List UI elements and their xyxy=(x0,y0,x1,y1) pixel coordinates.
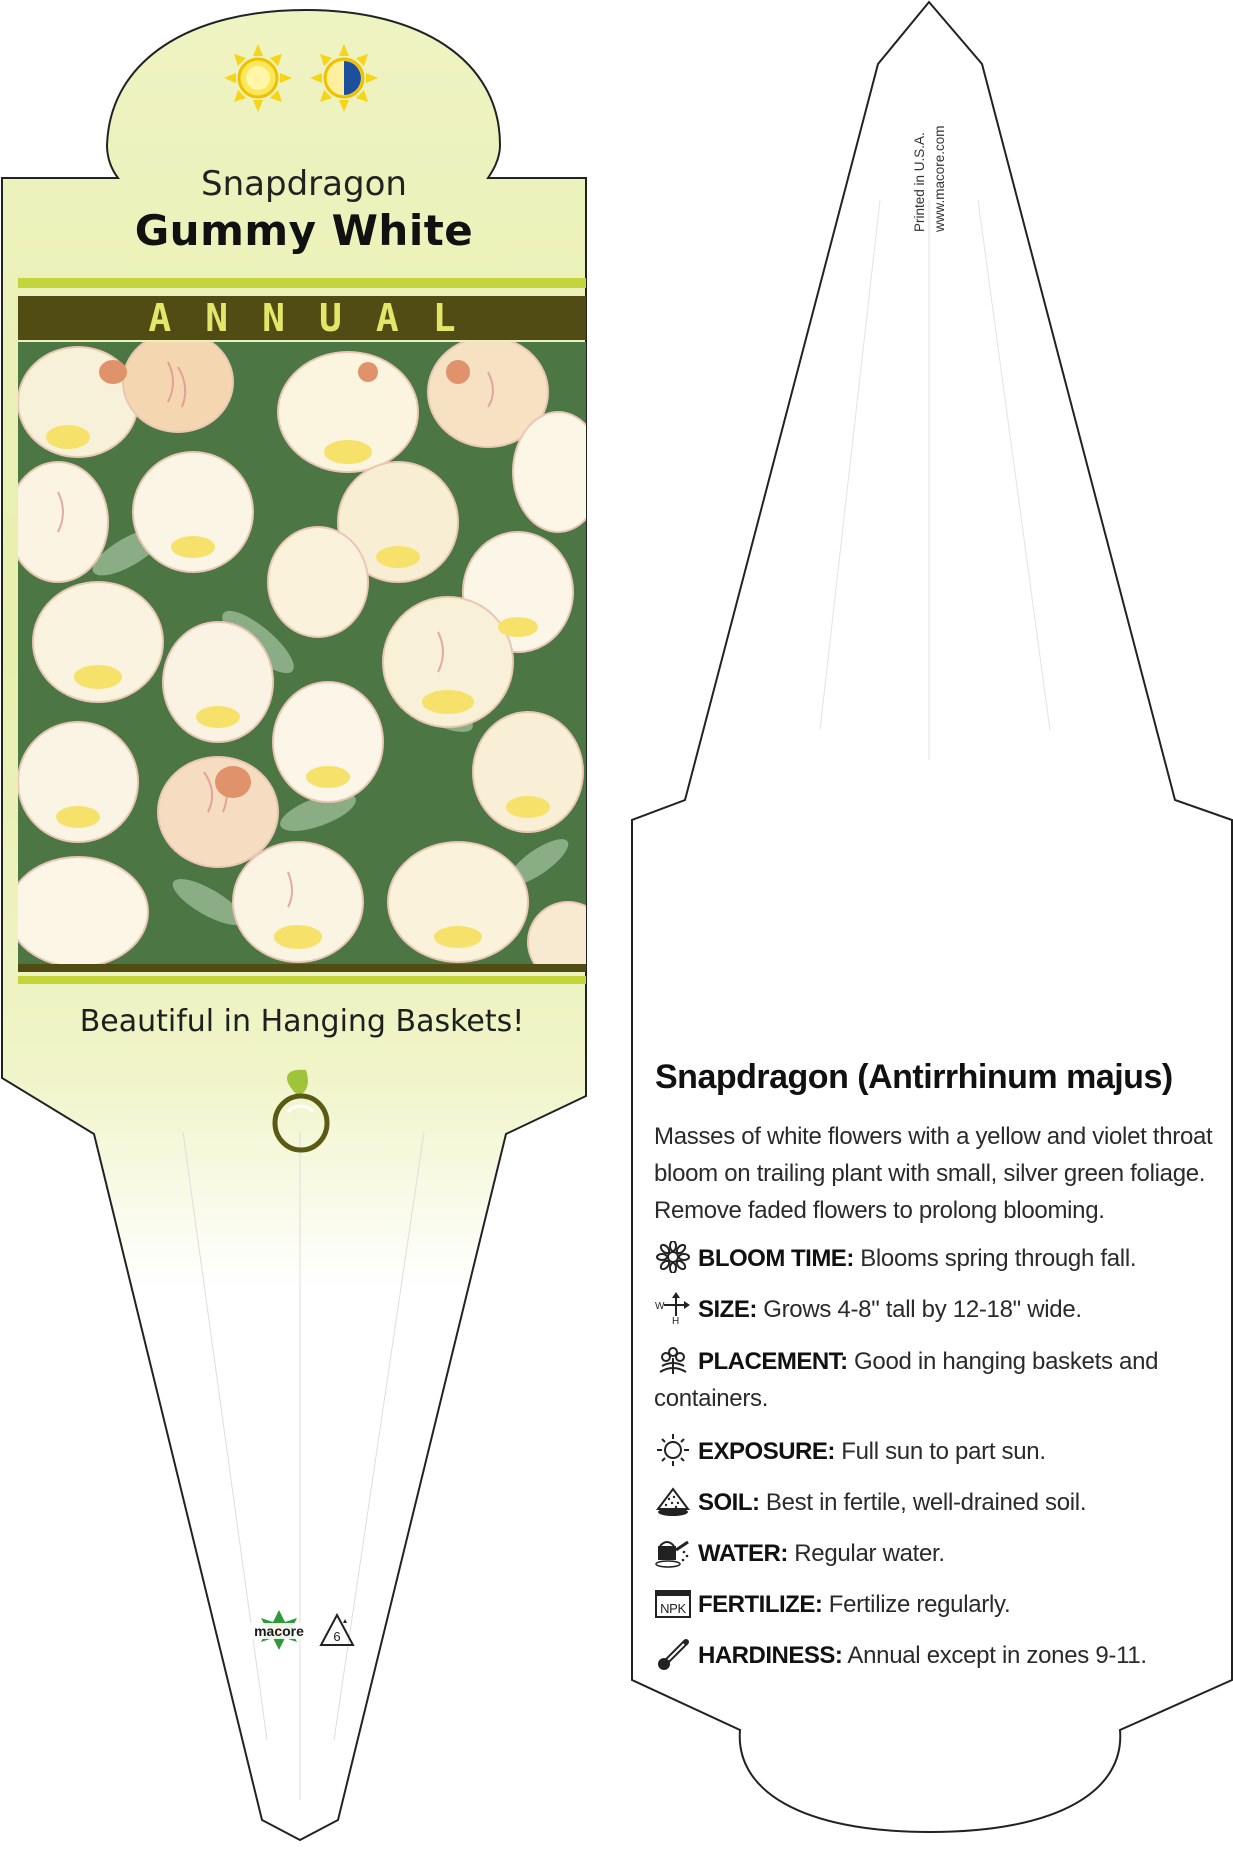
soil-icon xyxy=(654,1485,692,1517)
accent-rule-lower xyxy=(18,976,586,984)
attribute-size xyxy=(654,1291,1214,1328)
accent-rule xyxy=(18,278,586,288)
info-title: Snapdragon (Antirrhinum majus) xyxy=(655,1058,1173,1096)
printed-in: Printed in U.S.A. xyxy=(912,132,927,232)
photo-bottom-band xyxy=(18,964,586,972)
size-h-letter: H xyxy=(672,1316,679,1324)
attribute-text: Grows 4-8" tall by 12-18" wide. xyxy=(763,1296,1082,1323)
attribute-label: HARDINESS: xyxy=(698,1642,843,1669)
sun-icon xyxy=(654,1434,692,1466)
description: Masses of white flowers with a yellow and violet throat bloom on trailing plant with small, silver green foliage. Remove faded flowers to prolong blooming. xyxy=(654,1123,1213,1224)
attribute-text: Regular water. xyxy=(794,1540,945,1567)
plant-photo xyxy=(18,342,586,964)
attribute-text: Annual except in zones 9-11. xyxy=(847,1642,1147,1669)
attribute-placement xyxy=(654,1343,1214,1417)
attribute-hardiness xyxy=(654,1637,1214,1674)
website: www.macore.com xyxy=(932,125,947,232)
placement-icon xyxy=(654,1344,692,1376)
attribute-label: EXPOSURE: xyxy=(698,1438,835,1465)
seed-logo-icon xyxy=(268,1066,334,1154)
plant-type-band: ANNUAL xyxy=(18,296,586,340)
flower-icon xyxy=(654,1241,692,1273)
npk-icon xyxy=(654,1587,692,1619)
attribute-exposure xyxy=(654,1433,1214,1470)
watering-can-icon xyxy=(654,1536,692,1568)
attribute-text: Blooms spring through fall. xyxy=(860,1245,1137,1272)
attribute-label: PLACEMENT: xyxy=(698,1348,848,1375)
part-sun-icon xyxy=(308,42,380,114)
recycle-icon xyxy=(318,1612,356,1650)
attribute-fertilize xyxy=(654,1586,1214,1623)
common-name: Snapdragon xyxy=(201,164,407,204)
attribute-text: Best in fertile, well-drained soil. xyxy=(765,1489,1087,1516)
thermometer-icon xyxy=(654,1638,692,1670)
tagline: Beautiful in Hanging Baskets! xyxy=(79,1004,525,1039)
attribute-label: SOIL: xyxy=(698,1489,760,1516)
full-sun-icon xyxy=(222,42,294,114)
attribute-label: SIZE: xyxy=(698,1296,757,1323)
attribute-text: Good in hanging baskets and containers. xyxy=(654,1348,1159,1412)
printer-info xyxy=(912,92,952,242)
npk-text: NPK xyxy=(660,1601,686,1616)
size-arrows-icon xyxy=(654,1292,692,1324)
attribute-text: Fertilize regularly. xyxy=(828,1591,1011,1618)
brand-logo xyxy=(246,1606,312,1662)
attribute-label: BLOOM TIME: xyxy=(698,1245,854,1272)
attribute-label: FERTILIZE: xyxy=(698,1591,823,1618)
attribute-label: WATER: xyxy=(698,1540,788,1567)
sun-exposure-icons xyxy=(222,42,382,114)
brand-name: macore xyxy=(254,1623,304,1639)
recycle-code: 6 xyxy=(333,1629,341,1644)
attribute-soil xyxy=(654,1484,1214,1521)
attribute-water xyxy=(654,1535,1214,1572)
size-w-letter: W xyxy=(655,1301,665,1312)
attribute-text: Full sun to part sun. xyxy=(841,1438,1046,1465)
variety-name: Gummy White xyxy=(134,206,474,255)
attribute-bloom-time xyxy=(654,1240,1214,1277)
